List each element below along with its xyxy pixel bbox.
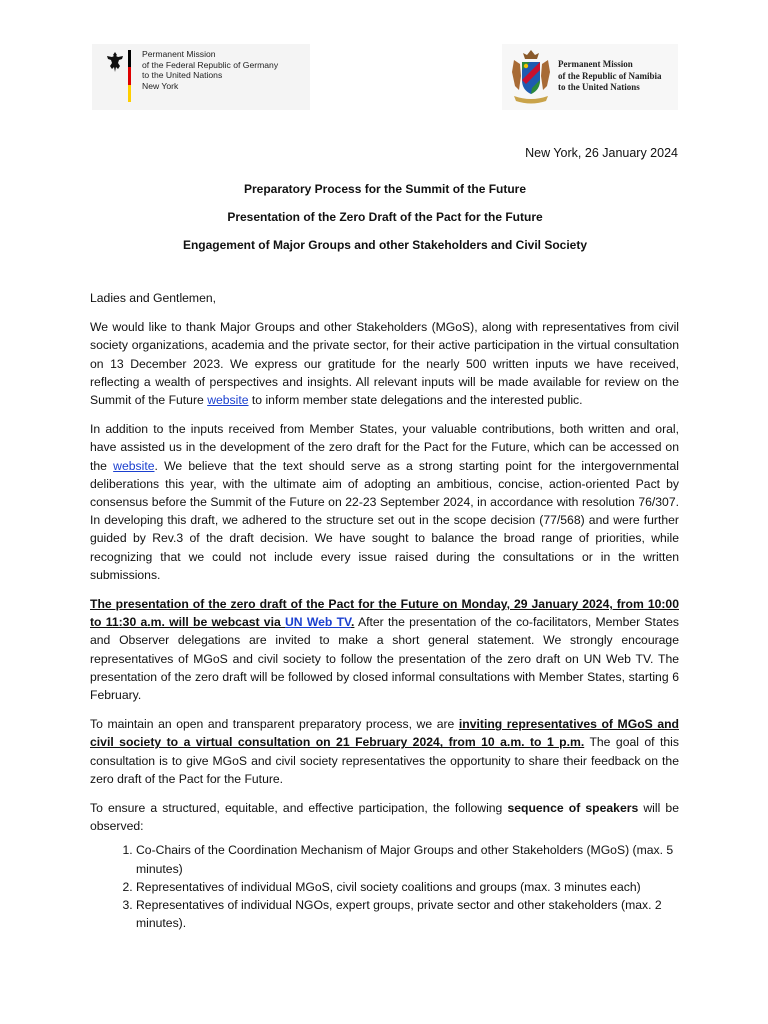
un-web-tv-link[interactable]: UN Web TV	[284, 615, 352, 630]
heading-line: Presentation of the Zero Draft of the Pact for the Future	[227, 210, 543, 224]
text-run: To maintain an open and transparent preparatory process, we are	[90, 717, 459, 732]
heading-line: Engagement of Major Groups and other Stakeholders and Civil Society	[182, 238, 588, 252]
namibia-line: Permanent Mission	[558, 59, 633, 69]
list-item: 3. Representatives of individual NGOs, expert groups, private sector and other stakeholders (max. 2 minutes).	[136, 896, 679, 932]
speakers-list	[90, 841, 679, 932]
list-item: 1. Co-Chairs of the Coordination Mechanism of Major Groups and other Stakeholders (MGoS) (max. 5 minutes)	[136, 841, 679, 877]
text-run: . We believe that the text should serve as a strong starting point for the intergovernmental deliberations this year, with the ultimate aim of adopting an ambitious, concise, action-oriented Pact by consensus before the Summit of the Future on 22-23 September 2024, in accordance with resolution 76/307. In developing this draft, we adhered to the structure set out in the scope decision (77/568) and were further guided by Rev.3 of the draft decision. We have sought to balance the broad range of priorities, while recognizing that we could not include every issue raised during the consultations or in the written submissions.	[90, 458, 679, 582]
paragraph-presentation	[90, 595, 679, 704]
letter-body	[90, 289, 679, 933]
text-run: In addition to the inputs received from Member States, your valuable contributions, both written and oral, have assisted us in the development of the zero draft for the Pact for the Future, which can be accessed on the	[90, 422, 679, 473]
consultation-invitation: inviting representatives of MGoS and civil society to a virtual consultation on 21 February 2024, from 10 a.m. to 1 p.m.	[90, 717, 680, 750]
germany-letterhead	[92, 44, 310, 110]
text-run: After the presentation of the co-facilitators, Member States and Observer delegations are invited to make a short general statement. We strongly encourage representatives of MGoS and civil society to follow the presentation of the zero draft on UN Web TV. The presentation of the zero draft will be followed by closed informal consultations with Member States, starting 6 February.	[90, 615, 679, 703]
paragraph-sequence	[90, 799, 679, 835]
text-run: The goal of this consultation is to give MGoS and civil society representatives the opportunity to share their feedback on the zero draft of the Pact for the Future.	[90, 735, 679, 786]
sequence-of-speakers: sequence of speakers	[507, 801, 639, 816]
flag-stripe-gold	[128, 85, 131, 102]
germany-line: New York	[142, 80, 179, 91]
germany-line: to the United Nations	[142, 70, 223, 81]
salutation: Ladies and Gentlemen,	[90, 291, 217, 305]
germany-line: of the Federal Republic of Germany	[142, 59, 279, 70]
flag-stripe-black	[128, 50, 131, 67]
namibia-line: to the United Nations	[558, 82, 640, 93]
letter-date: New York, 26 January 2024	[525, 146, 678, 160]
flag-stripe-red	[128, 67, 131, 84]
germany-line: Permanent Mission	[142, 49, 216, 59]
paragraph-zero-draft	[90, 420, 679, 584]
zero-draft-website-link[interactable]: website	[113, 458, 155, 473]
summit-website-link[interactable]: website	[207, 393, 249, 408]
german-flag-stripe	[128, 50, 131, 102]
text-run: .	[351, 615, 355, 630]
text-run: to inform member state delegations and the interested public.	[248, 393, 583, 408]
text-run: We would like to thank Major Groups and other Stakeholders (MGoS), along with representatives from civil society organizations, academia and the private sector, for their active participation in the virtual consultation on 13 December 2023. We express our gratitude for the nearly 500 written inputs we have received, reflecting a wealth of perspectives and insights. All relevant inputs will be made available for review on the Summit of the Future	[90, 320, 679, 408]
list-item: 2. Representatives of individual MGoS, civil society coalitions and groups (max. 3 minutes each)	[136, 878, 679, 896]
namibia-mission-name	[558, 59, 662, 94]
letter-headings	[90, 181, 680, 265]
germany-mission-name	[142, 49, 278, 91]
namibia-line: of the Republic of Namibia	[558, 70, 662, 81]
heading-line: Preparatory Process for the Summit of the Future	[243, 182, 527, 196]
paragraph-consultation	[90, 715, 679, 788]
federal-eagle-icon	[106, 51, 124, 73]
namibia-letterhead	[502, 44, 678, 110]
namibia-coat-of-arms-icon	[506, 46, 556, 108]
paragraph-thanks	[90, 318, 679, 409]
presentation-announcement: The presentation of the zero draft of the Pact for the Future on Monday, 29 January 2024, from 10:00 to 11:30 a.m. will be webcast via	[90, 597, 679, 630]
text-run: To ensure a structured, equitable, and effective participation, the following	[90, 801, 508, 816]
text-run: will be observed:	[90, 801, 679, 834]
